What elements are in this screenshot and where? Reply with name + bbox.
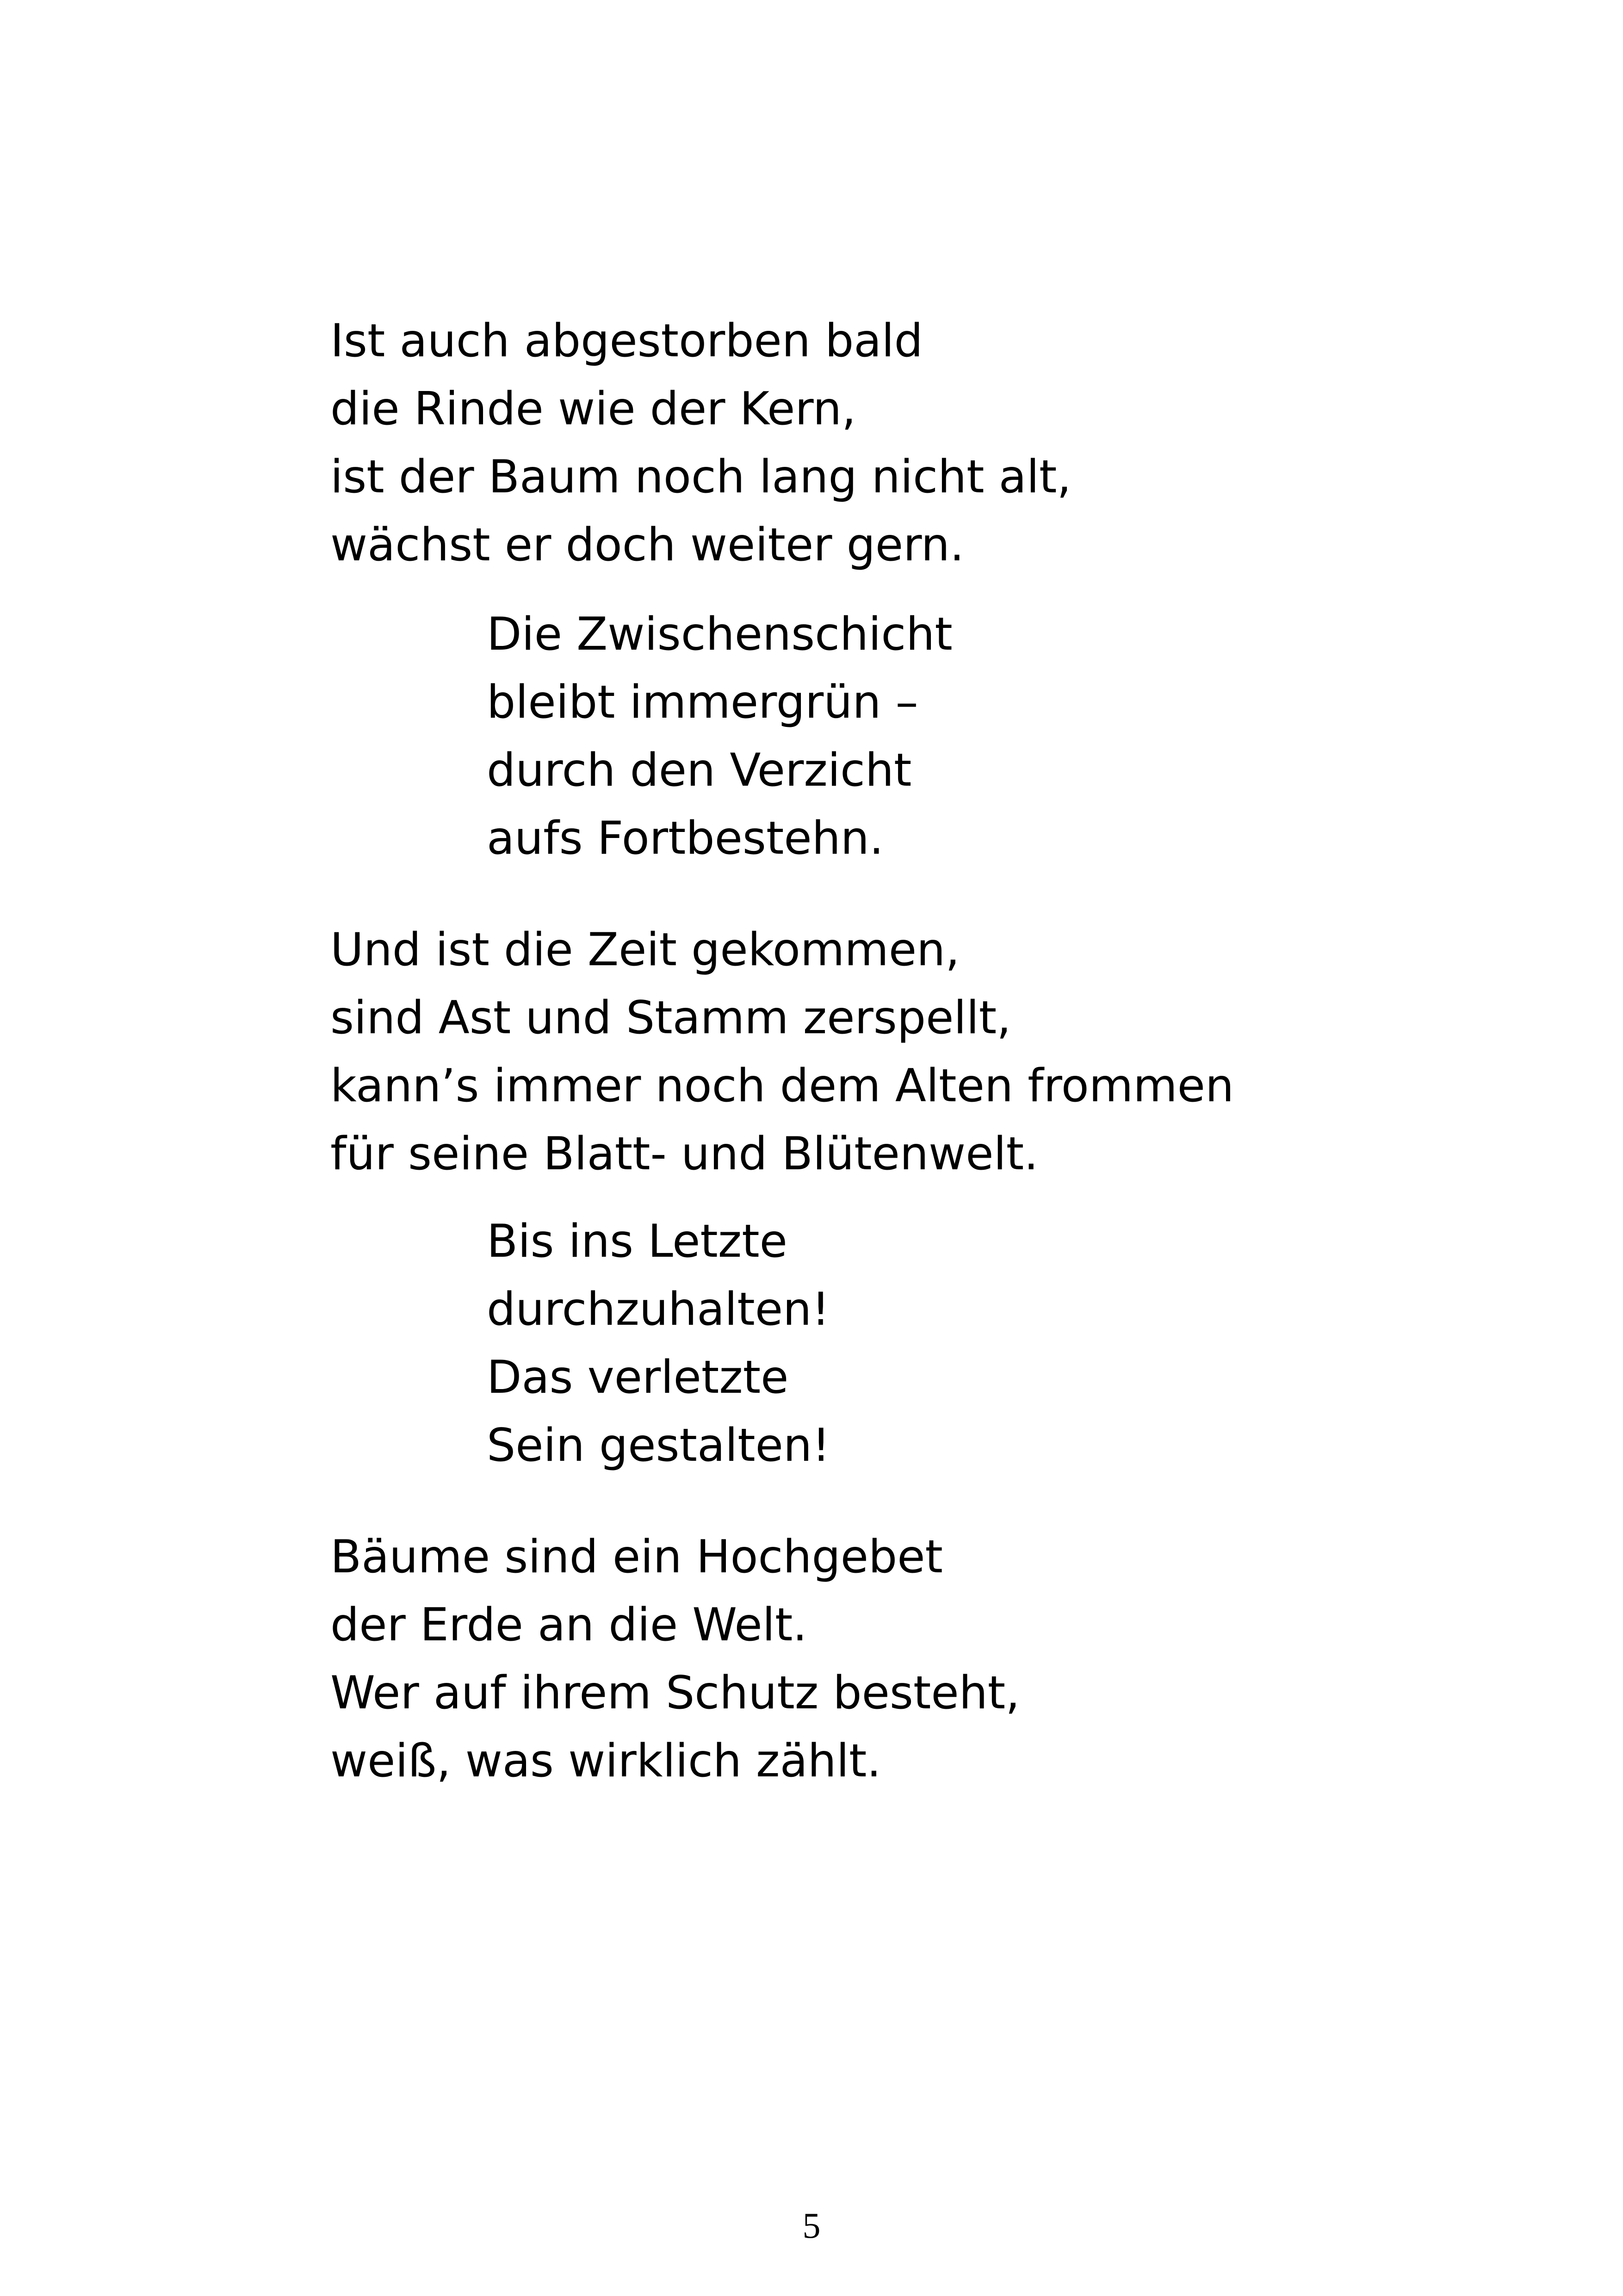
stanza-3 bbox=[330, 916, 1234, 1188]
poem-line: durchzuhalten! bbox=[487, 1283, 830, 1336]
poem-line: Die Zwischenschicht bbox=[487, 608, 953, 661]
stanza-1 bbox=[330, 307, 1072, 579]
stanza-2 bbox=[487, 601, 953, 873]
poem-line: kann’s immer noch dem Alten frommen bbox=[330, 1060, 1234, 1112]
poem-line: aufs Fortbestehn. bbox=[487, 812, 884, 865]
poem-line: Bäume sind ein Hochgebet bbox=[330, 1531, 943, 1583]
poem-line: ist der Baum noch lang nicht alt, bbox=[330, 451, 1072, 503]
poem-line: Das verletzte bbox=[487, 1351, 789, 1404]
poem-line: sind Ast und Stamm zerspellt, bbox=[330, 992, 1011, 1044]
poem-line: für seine Blatt- und Blütenwelt. bbox=[330, 1128, 1039, 1180]
page-number: 5 bbox=[802, 2205, 821, 2246]
poem-line: Bis ins Letzte bbox=[487, 1215, 787, 1268]
poem-line: der Erde an die Welt. bbox=[330, 1599, 807, 1651]
poem-line: wächst er doch weiter gern. bbox=[330, 519, 965, 571]
poem-line: bleibt immergrün – bbox=[487, 676, 918, 729]
poem-line: die Rinde wie der Kern, bbox=[330, 383, 856, 435]
poem-line: Ist auch abgestorben bald bbox=[330, 315, 923, 367]
poem-line: durch den Verzicht bbox=[487, 744, 912, 797]
poem-line: Und ist die Zeit gekommen, bbox=[330, 924, 960, 976]
stanza-5 bbox=[330, 1523, 1020, 1795]
stanza-4 bbox=[487, 1208, 830, 1480]
poem-line: Sein gestalten! bbox=[487, 1419, 830, 1472]
poem-line: Wer auf ihrem Schutz besteht, bbox=[330, 1667, 1020, 1719]
poem-line: weiß, was wirklich zählt. bbox=[330, 1735, 881, 1787]
